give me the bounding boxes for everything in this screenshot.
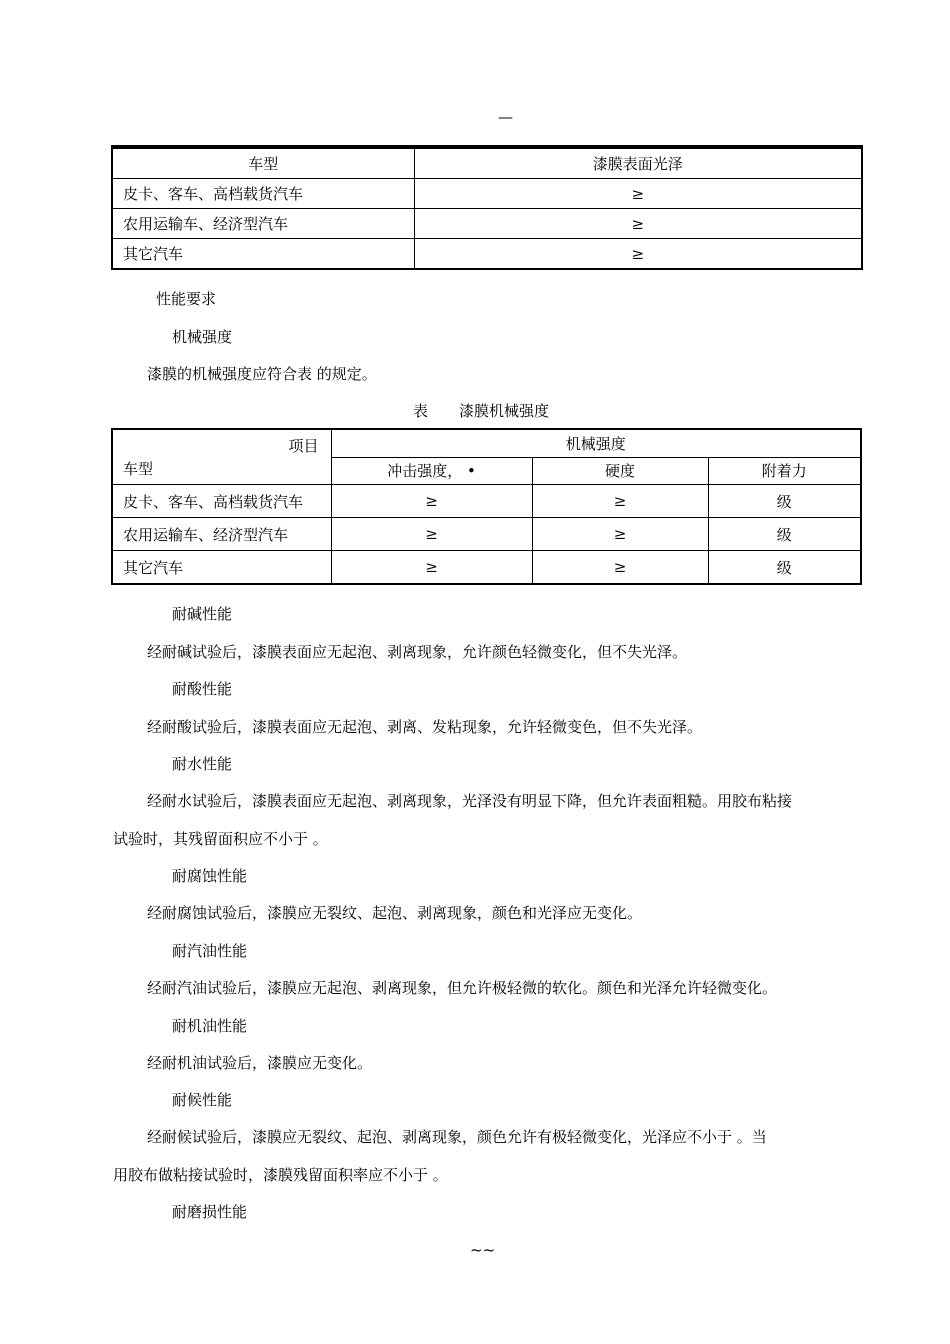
section-heading: 耐磨损性能 xyxy=(172,1203,248,1221)
cell-gloss: ≥ xyxy=(414,239,862,270)
cell-gloss: ≥ xyxy=(414,209,862,239)
table-row xyxy=(112,518,861,551)
paragraph: 经耐酸试验后，漆膜表面应无起泡、剥离、发粘现象，允许轻微变色，但不失光泽。 xyxy=(147,718,703,736)
cell-hardness: ≥ xyxy=(532,551,708,585)
header-hardness: 硬度 xyxy=(532,457,708,485)
section-heading: 耐腐蚀性能 xyxy=(172,867,248,885)
header-vehicle-type: 车型 xyxy=(112,147,414,179)
cell-gloss: ≥ xyxy=(414,179,862,209)
paragraph: 经耐水试验后，漆膜表面应无起泡、剥离现象，光泽没有明显下降，但允许表面粗糙。用胶布粘接 xyxy=(147,792,793,810)
table-row xyxy=(112,551,861,585)
table-row xyxy=(112,239,862,270)
section-heading: 耐候性能 xyxy=(172,1091,233,1109)
paragraph: 经耐碱试验后，漆膜表面应无起泡、剥离现象，允许颜色轻微变化，但不失光泽。 xyxy=(147,643,688,661)
mechanical-strength-table xyxy=(111,428,862,585)
cell-hardness: ≥ xyxy=(532,518,708,551)
paragraph: 漆膜的机械强度应符合表 的规定。 xyxy=(147,365,377,383)
header-impact: 冲击强度， • xyxy=(331,457,532,485)
table-row xyxy=(112,485,861,518)
corner-top-label: 项目 xyxy=(288,437,319,455)
paragraph-continuation: 用胶布做粘接试验时，漆膜残留面积率应不小于 。 xyxy=(113,1166,448,1184)
section-heading: 耐汽油性能 xyxy=(172,942,248,960)
section-heading: 性能要求 xyxy=(156,290,217,308)
cell-vehicle: 农用运输车、经济型汽车 xyxy=(112,518,331,551)
bottom-mark: ~~ xyxy=(470,1241,496,1259)
cell-adhesion: 级 xyxy=(708,551,861,585)
cell-impact: ≥ xyxy=(331,551,532,585)
paragraph: 经耐机油试验后，漆膜应无变化。 xyxy=(147,1054,373,1072)
corner-bottom-label: 车型 xyxy=(123,460,154,478)
section-heading: 耐机油性能 xyxy=(172,1017,248,1035)
cell-vehicle: 其它汽车 xyxy=(112,551,331,585)
group-header: 机械强度 xyxy=(331,429,861,457)
table-caption-prefix: 表 xyxy=(413,402,429,420)
paragraph-continuation: 试验时，其残留面积应不小于 。 xyxy=(113,830,328,848)
table-corner-cell xyxy=(112,429,331,485)
paragraph: 经耐腐蚀试验后，漆膜应无裂纹、起泡、剥离现象，颜色和光泽应无变化。 xyxy=(147,904,643,922)
gloss-table xyxy=(111,145,863,270)
section-heading: 耐酸性能 xyxy=(172,680,233,698)
table-caption: 漆膜机械强度 xyxy=(459,402,550,420)
table-header-row xyxy=(112,147,862,179)
section-heading: 机械强度 xyxy=(172,328,233,346)
cell-vehicle: 皮卡、客车、高档载货汽车 xyxy=(112,485,331,518)
cell-adhesion: 级 xyxy=(708,485,861,518)
header-gloss: 漆膜表面光泽 xyxy=(414,147,862,179)
cell-hardness: ≥ xyxy=(532,485,708,518)
top-mark: — xyxy=(498,108,513,126)
cell-vehicle: 农用运输车、经济型汽车 xyxy=(112,209,414,239)
cell-impact: ≥ xyxy=(331,485,532,518)
cell-adhesion: 级 xyxy=(708,518,861,551)
table-row xyxy=(112,209,862,239)
cell-vehicle: 皮卡、客车、高档载货汽车 xyxy=(112,179,414,209)
paragraph: 经耐汽油试验后，漆膜应无起泡、剥离现象，但允许极轻微的软化。颜色和光泽允许轻微变化。 xyxy=(147,979,778,997)
header-adhesion: 附着力 xyxy=(708,457,861,485)
cell-vehicle: 其它汽车 xyxy=(112,239,414,270)
table-row xyxy=(112,179,862,209)
section-heading: 耐水性能 xyxy=(172,755,233,773)
paragraph: 经耐候试验后，漆膜应无裂纹、起泡、剥离现象，颜色允许有极轻微变化，光泽应不小于 。当 xyxy=(147,1128,767,1146)
cell-impact: ≥ xyxy=(331,518,532,551)
section-heading: 耐碱性能 xyxy=(172,605,233,623)
